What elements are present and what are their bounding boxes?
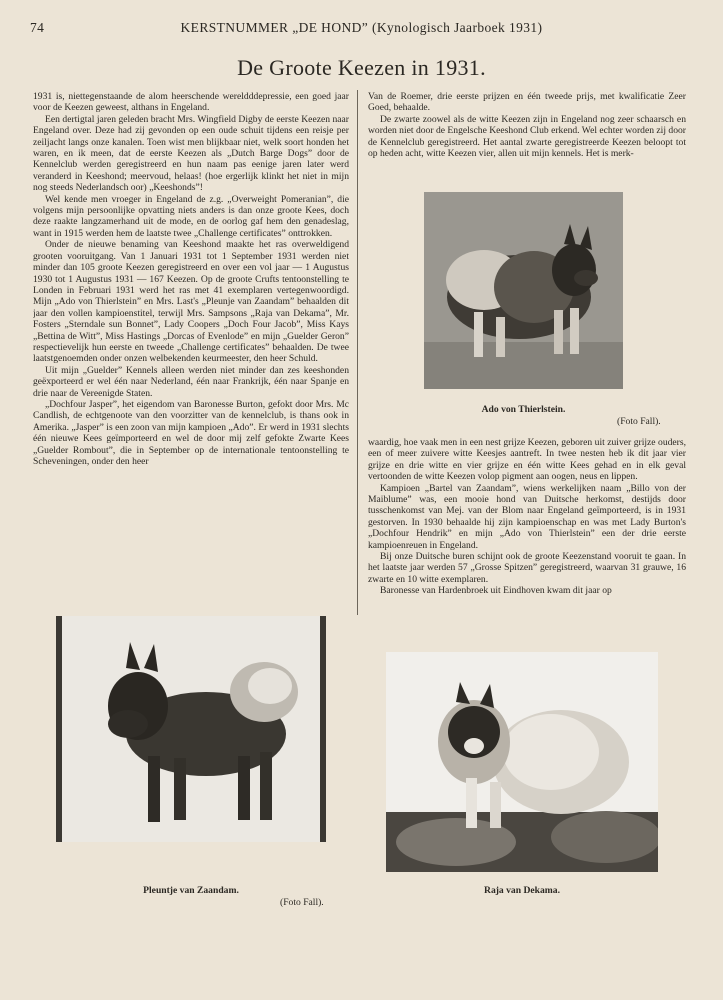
paragraph: 1931 is, niettegenstaande de alom heerschende wereldddepressie, een goed jaar voor de Keezen geweest, althans in Engeland.: [33, 91, 349, 114]
caption-pleuntje: Pleuntje van Zaandam.: [143, 885, 239, 896]
paragraph: waardig, hoe vaak men in een nest grijze Keezen, geboren uit zuiver grijze ouders, een of meer zuivere witte Keesjes aantreft. In twee nesten heb ik dit jaar vier grijze en drie witte en vier grijze en één witte Kees gehad en in elk geval vertoonden de witte Keezen volop pigment aan oogen, neus en lippen.: [368, 437, 686, 483]
paragraph: Een dertigtal jaren geleden bracht Mrs. Wingfield Digby de eerste Keezen naar Engeland over. Deze had zij gevonden op een oude schuit tijdens een reisje per zeiljacht langs onze kanalen. Toen wist men blijkbaar niet, welk soort honden het waren, en ik meen, dat de eerste Keezen als „Dutch Barge Dogs” door de Kennelclub werden geregistreerd en hun naam pas eenige jaren later werd veranderd in Keeshond; meervoud, helaas! (hoe ergerlijk klinkt het niet in mijn nog steeds Nederlandsch oor) „Keeshonds”!: [33, 113, 349, 194]
left-column: [33, 91, 349, 606]
paragraph: Bij onze Duitsche buren schijnt ook de groote Keezenstand vooruit te gaan. In het laatste jaar werden 57 „Grosse Spitzen” geregistreerd, waarvan 31 grauwe, 16 zwarte en 10 witte exemplaren.: [368, 551, 686, 585]
photo-pleuntje-van-zaandam: [56, 616, 326, 842]
credit-ado: (Foto Fall).: [617, 416, 661, 427]
column-divider: [357, 90, 358, 615]
paragraph: Kampioen „Bartel van Zaandam”, wiens werkelijken naam „Billo von der Maiblume” was, een mooie hond van Duitsche herkomst, destijds door tusschenkomst van Mej. van der Blom naar Engeland geïmporteerd, is in 1931 gestorven. In 1930 behaalde hij zijn kampioenschap en was met Lady Burton's „Dochfour Hendrik” en mijn „Ado von Thierlstein” een der drie eerste kampioenreuen in Engeland.: [368, 482, 686, 551]
paragraph: „Dochfour Jasper”, het eigendom van Baronesse Burton, gefokt door Mrs. Mc Candlish, de echtgenoote van den voorzitter van de kennelclub, is thans ook in Amerika. „Jasper” is een zoon van mijn kampioen „Ado”. Er werd in 1931 slechts één nieuwe Kees geïmporteerd en wel de door mij zelf gefokte Zwarte Kees „Guelder Rombout”, die in September op de internationale tentoonstelling te Scheveningen, onder den heer: [33, 398, 349, 467]
page-number: 74: [30, 20, 45, 35]
running-title: KERSTNUMMER „DE HOND” (Kynologisch Jaarboek 1931): [180, 20, 543, 35]
dog-photo-illustration: [424, 192, 623, 389]
caption-ado: Ado von Thierlstein.: [481, 404, 566, 415]
paragraph: Van de Roemer, drie eerste prijzen en één tweede prijs, met kwalificatie Zeer Goed, behaalde.: [368, 91, 686, 114]
dog-photo-illustration: [386, 652, 658, 872]
paragraph: Uit mijn „Guelder” Kennels alleen werden niet minder dan zes keeshonden geëxporteerd er wel één naar Nederland, één naar Frankrijk, één naar Spanje en drie naar de Vereenigde Staten.: [33, 364, 349, 399]
dog-photo-illustration: [56, 616, 326, 842]
right-column-top: [368, 91, 686, 183]
paragraph: Onder de nieuwe benaming van Keeshond maakte het ras overweldigend grooten vooruitgang. Van 1 Januari 1931 tot 1 September 1931 werden niet minder dan 105 groote Keezen geregistreerd en over een vol jaar — 1 Augustus 1930 tot 1 Augustus 1931 — 167 Keezen. Op de groote Crufts tentoonstelling te Londen in Februari 1931 werd het ras met 41 exemplaren vertegenwoordigd. Mijn „Ado von Thierlstein” en Mrs. Last's „Pleunje van Zaandam” behaalden dit jaar den vollen kampioenstitel, terwijl Mrs. Sampsons „Raja van Dekama”, Mr. Fosters „Sterndale sun Bonnet”, Lady Coopers „Doch Four Jacob”, Miss Kays „Bettina de Witt”, Miss Hastings „Dorcas of Evenlode” en mijn „Guelder Geron” respectievelijk hun eerste en tweede „Challenge certificates” behaalden. De twee laatstgenoemden onder onzen welbekenden keurmeester, den heer Schuld.: [33, 239, 349, 365]
paragraph: Wel kende men vroeger in Engeland de z.g. „Overweight Pomeranian”, die volgens mijn persoonlijke opvatting niets anders is dan onze groote Kees, doch deze raakte langzamerhand uit de mode, en de oorlog gaf hem den genadeslag, want in 1915 werden hem de laatste twee „Challenge certificates” onttrokken.: [33, 193, 349, 239]
article-title: De Groote Keezen in 1931.: [237, 55, 486, 80]
right-column-bottom: [368, 437, 686, 635]
photo-ado-von-thierlstein: [424, 192, 623, 389]
photo-raja-van-dekama: [386, 652, 658, 872]
paragraph: Baronesse van Hardenbroek uit Eindhoven kwam dit jaar op: [380, 585, 612, 597]
caption-raja: Raja van Dekama.: [484, 885, 560, 896]
paragraph: De zwarte zoowel als de witte Keezen zijn in Engeland nog zeer schaarsch en worden niet door de Engelsche Keeshond Club erkend. Wel echter worden zij door de Kennelclub geregistreerd. Het aantal zwarte geregistreerde Keezen beloopt tot op heden acht, witte Keezen vier, allen uit mijn kennels. Het is merk-: [368, 113, 686, 160]
credit-pleuntje: (Foto Fall).: [280, 897, 324, 908]
